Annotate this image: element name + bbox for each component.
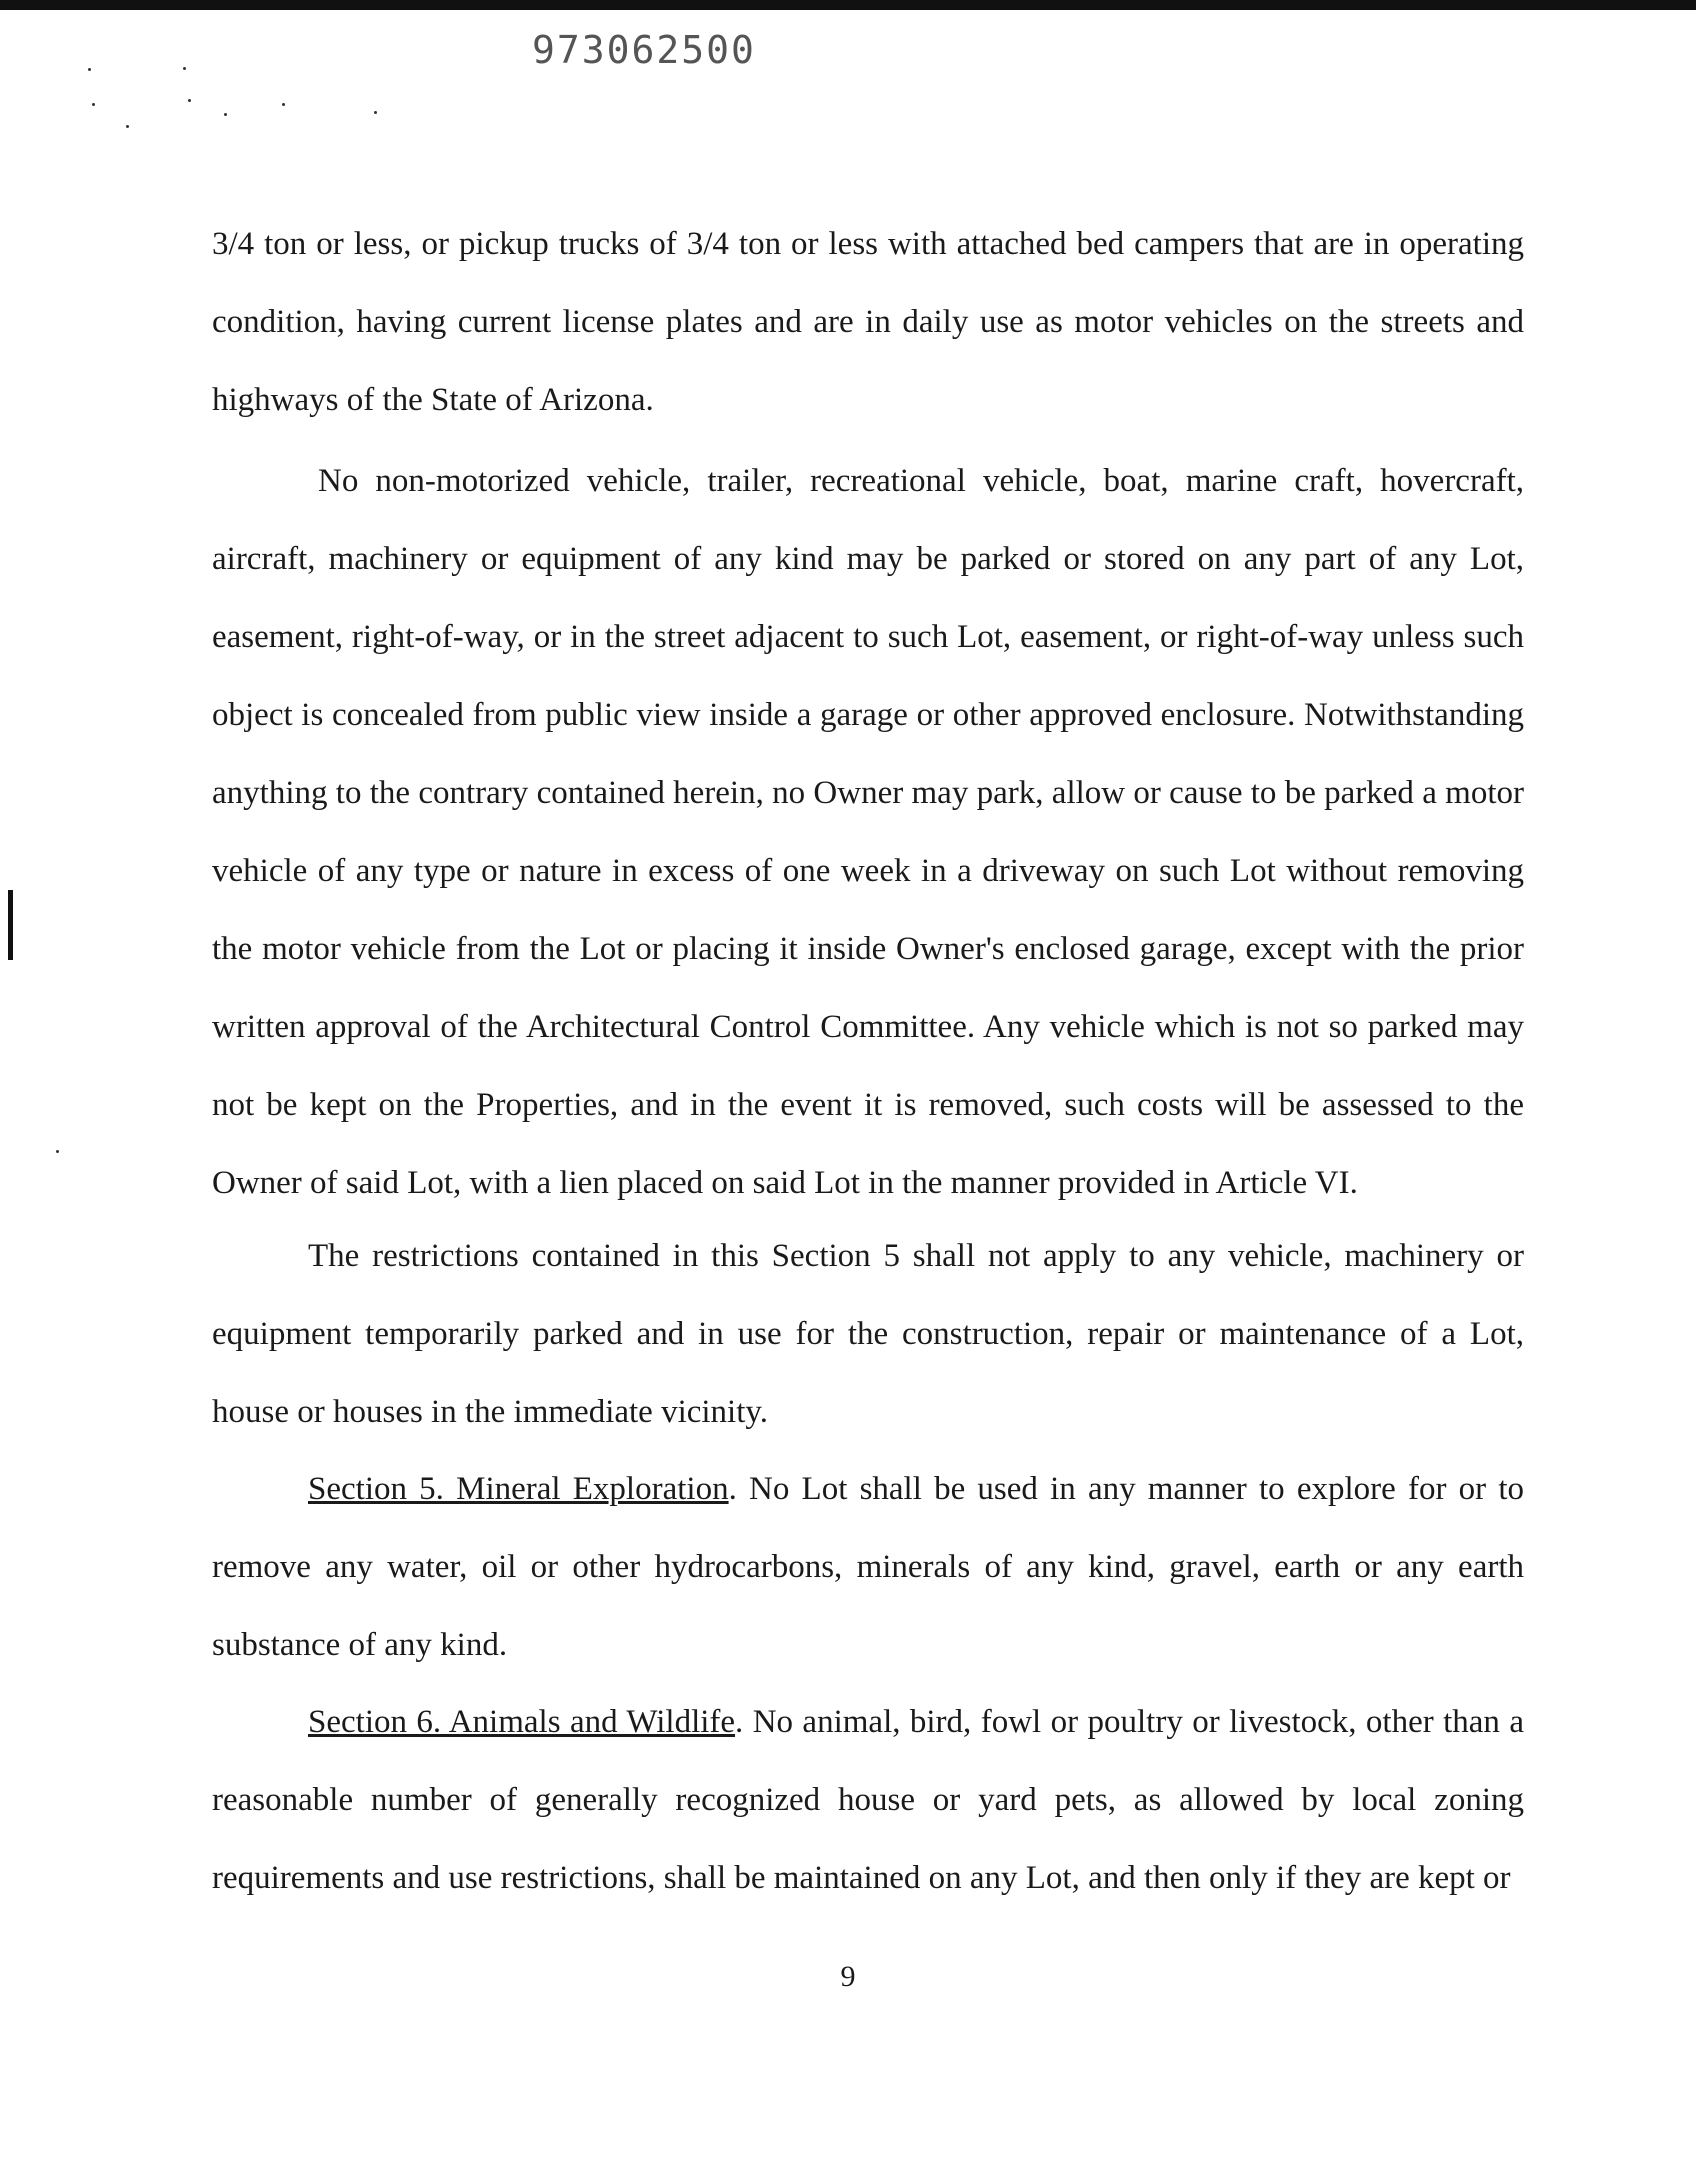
- section-5-body: . No Lot shall be used in any manner to explore for or to remove any water, oil or other hydrocarbons, minerals of any kind, gravel, earth or any earth substance of any kind.: [212, 1471, 1524, 1663]
- scan-speck: [282, 103, 285, 106]
- section-5-mineral-exploration: [212, 1450, 1524, 1684]
- document-number: 973062500: [532, 28, 756, 72]
- scan-speck: [188, 99, 191, 102]
- section-5-heading: Section 5. Mineral Exploration: [308, 1471, 729, 1507]
- section-6-heading: Section 6. Animals and Wildlife: [308, 1704, 736, 1740]
- scan-top-edge: [0, 0, 1696, 10]
- section-6-body: . No animal, bird, fowl or poultry or livestock, other than a reasonable number of generally recognized house or yard pets, as allowed by local zoning requirements and use restrictions, shall be maintained on any Lot, and then only if they are kept or: [212, 1704, 1524, 1896]
- paragraph-vehicle-types: 3/4 ton or less, or pickup trucks of 3/4 ton or less with attached bed campers that are in operating condition, having current license plates and are in daily use as motor vehicles on the streets and highways of the State of Arizona.: [212, 226, 1524, 418]
- page-number: 9: [840, 1960, 856, 1993]
- scan-speck: [224, 113, 227, 116]
- scan-speck: [92, 103, 95, 106]
- scan-speck: [88, 68, 91, 71]
- section-6-animals-wildlife: [212, 1683, 1524, 1917]
- paragraph-vehicle-parking-restrictions: No non-motorized vehicle, trailer, recreational vehicle, boat, marine craft, hovercraft, aircraft, machinery or equipment of any kind may be parked or stored on any part of any Lot, easement, right-of-way, or in the street adjacent to such Lot, easement, or right-of-way unless such object is concealed from public view inside a garage or other approved enclosure. Notwithstanding anything to the contrary contained herein, no Owner may park, allow or cause to be parked a motor vehicle of any type or nature in excess of one week in a driveway on such Lot without removing the motor vehicle from the Lot or placing it inside Owner's enclosed garage, except with the prior written approval of the Architectural Control Committee. Any vehicle which is not so parked may not be kept on the Properties, and in the event it is removed, such costs will be assessed to the Owner of said Lot, with a lien placed on said Lot in the manner provided in Article VI.: [212, 463, 1524, 1201]
- paragraph-construction-exception: The restrictions contained in this Section 5 shall not apply to any vehicle, machinery or equipment temporarily parked and in use for the construction, repair or maintenance of a Lot, house or houses in the immediate vicinity.: [212, 1238, 1524, 1430]
- scan-speck: [56, 1150, 59, 1153]
- scan-speck: [374, 111, 377, 114]
- scan-speck: [183, 67, 186, 70]
- scan-speck: [126, 125, 129, 128]
- scan-left-mark: [8, 890, 13, 960]
